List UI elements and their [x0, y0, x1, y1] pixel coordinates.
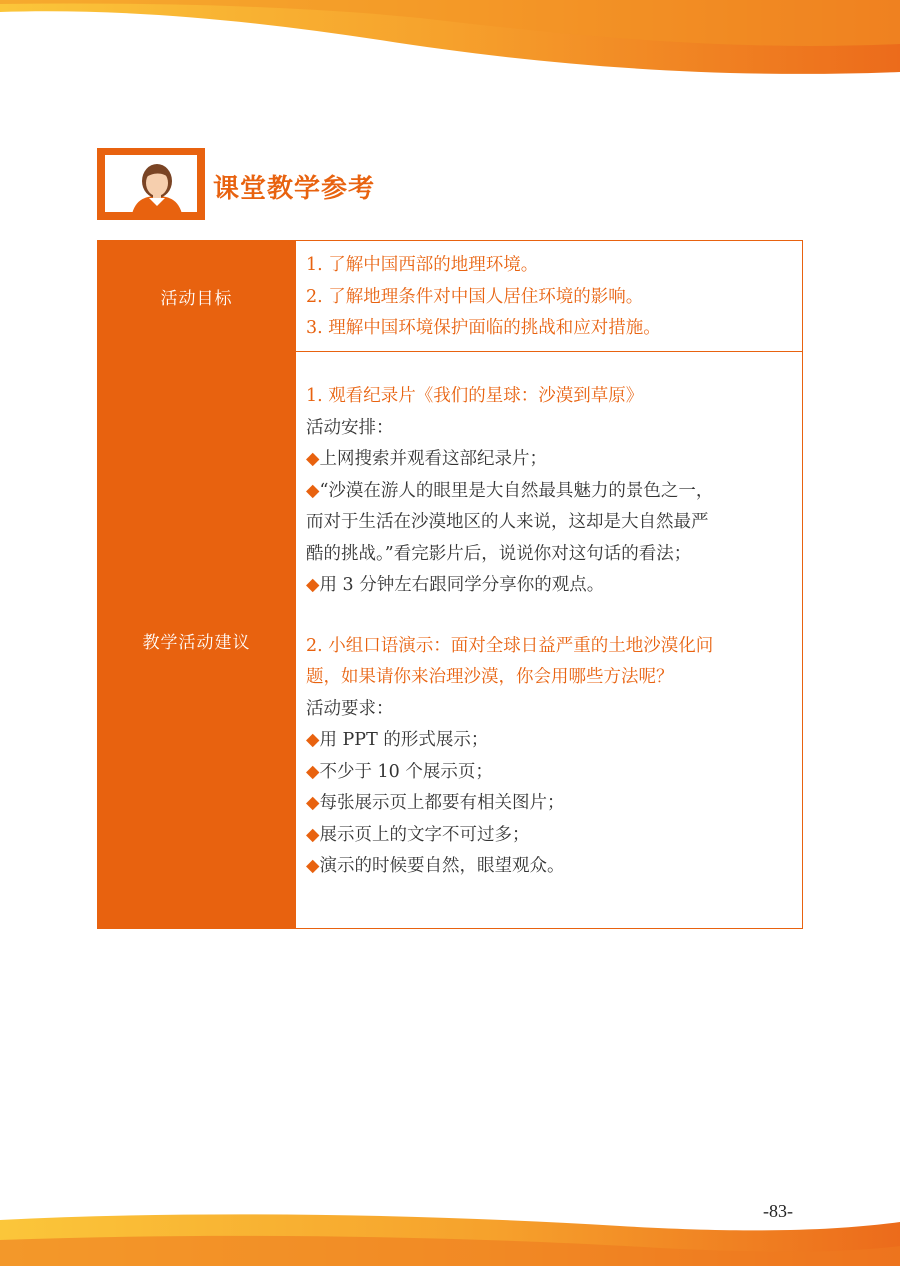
goals-label: 活动目标 — [98, 241, 296, 352]
list-item: ◆每张展示页上都要有相关图片； — [306, 793, 565, 813]
list-item: ◆用 PPT 的形式展示； — [306, 730, 489, 750]
activity2-title: 题，如果请你来治理沙漠，你会用哪些方法呢？ — [306, 667, 674, 687]
activity1-arrangement-label: 活动安排： — [306, 417, 394, 438]
diamond-bullet-icon: ◆ — [306, 449, 320, 469]
diamond-bullet-icon: ◆ — [306, 793, 320, 813]
page-title: 课堂教学参考 — [213, 174, 376, 204]
diamond-bullet-icon: ◆ — [306, 575, 320, 595]
diamond-bullet-icon: ◆ — [306, 761, 320, 782]
list-item: ◆上网搜索并观看这部纪录片； — [306, 449, 547, 469]
list-item-continuation: 酷的挑战。”看完影片后，说说你对这句话的看法； — [306, 543, 692, 564]
goals-content — [296, 241, 803, 352]
suggestions-label: 教学活动建议 — [98, 352, 296, 929]
diamond-bullet-icon: ◆ — [306, 856, 320, 876]
list-item: ◆不少于 10 个展示页； — [306, 761, 493, 782]
suggestions-row — [98, 352, 803, 929]
list-item: ◆用 3 分钟左右跟同学分享你的观点。 — [306, 575, 605, 595]
goals-row — [98, 241, 803, 352]
list-item: ◆“沙漠在游人的眼里是大自然最具魅力的景色之一， — [306, 480, 714, 501]
section-header — [97, 148, 497, 220]
activity1-title: 1. 观看纪录片《我们的星球：沙漠到草原》 — [306, 386, 644, 406]
activity2-title: 2. 小组口语演示：面对全球日益严重的土地沙漠化问 — [306, 635, 714, 656]
teacher-board-icon — [97, 148, 205, 220]
teaching-plan-table — [97, 240, 803, 929]
suggestions-content — [296, 352, 803, 929]
list-item: ◆演示的时候要自然，眼望观众。 — [306, 856, 565, 876]
goal-item: 3. 理解中国环境保护面临的挑战和应对措施。 — [306, 318, 661, 338]
activity2-requirement-label: 活动要求： — [306, 698, 394, 719]
goal-item: 2. 了解地理条件对中国人居住环境的影响。 — [306, 286, 644, 307]
diamond-bullet-icon: ◆ — [306, 824, 320, 845]
diamond-bullet-icon: ◆ — [306, 480, 320, 501]
page-number: -83- — [763, 1201, 793, 1221]
top-decorative-band — [0, 0, 900, 80]
goal-item: 1. 了解中国西部的地理环境。 — [306, 255, 539, 275]
diamond-bullet-icon: ◆ — [306, 730, 320, 750]
list-item-continuation: 而对于生活在沙漠地区的人来说，这却是大自然最严 — [306, 512, 709, 532]
list-item: ◆展示页上的文字不可过多； — [306, 824, 530, 845]
